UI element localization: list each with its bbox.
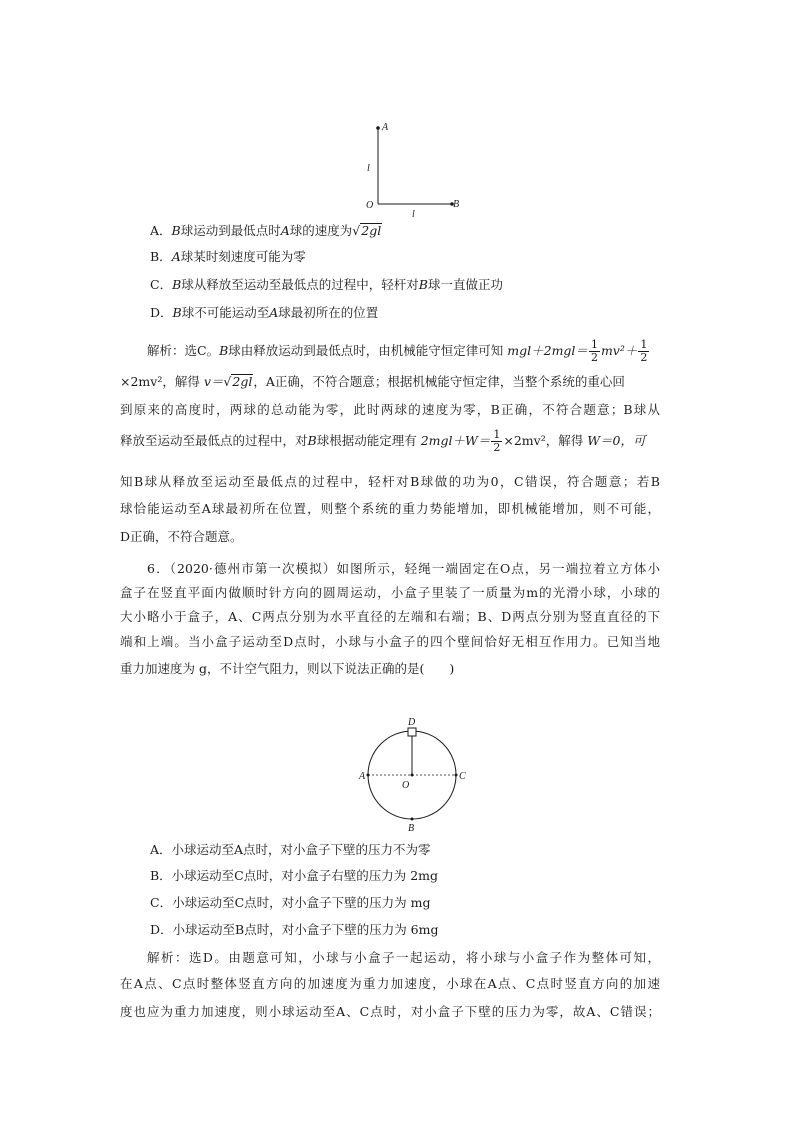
rod-figure bbox=[360, 118, 470, 218]
fraction: $\frac{1}{2}$ bbox=[493, 428, 501, 454]
label-b: B bbox=[408, 823, 415, 834]
point-a bbox=[367, 774, 370, 777]
q6-option-a: A．小球运动至A点时，对小盒子下壁的压力不为零 bbox=[150, 842, 431, 857]
q5-analysis-line-3: 到原来的高度时，两球的总动能为零，此时两球的速度为零，B正确，不符合题意；B球从 bbox=[120, 402, 660, 417]
q6-option-b: B．小球运动至C点时，对小盒子右壁的压力为 2mg bbox=[150, 868, 439, 883]
fraction: $\frac{1}{2}$ bbox=[640, 338, 648, 364]
q5-analysis-line-6: 球恰能运动至A球最初所在位置，则整个系统的重力势能增加，即机械能增加，则不可能， bbox=[120, 501, 660, 516]
q5-analysis-line-5: 知B球从释放至运动至最低点的过程中，轻杆对B球做的功为0，C错误，符合题意；若B bbox=[120, 474, 660, 489]
sqrt-sign: √ bbox=[352, 223, 361, 238]
label-a: A bbox=[359, 771, 366, 782]
point-c bbox=[455, 774, 458, 777]
label-d: D bbox=[408, 717, 416, 728]
q6-option-d: D．小球运动至B点时，对小盒子下壁的压力为 6mg bbox=[150, 922, 439, 937]
q6-stem-line-4: 端和上端。当小盒子运动至D点时，小球与小盒子的四个壁间恰好无相互作用力。已知当地 bbox=[120, 634, 660, 649]
q6-stem-line-2: 盒子在竖直平面内做顺时针方向的圆周运动，小盒子里装了一质量为m的光滑小球，小球的 bbox=[120, 585, 660, 600]
circle-figure bbox=[350, 712, 475, 837]
label-a: A bbox=[382, 122, 389, 133]
label-o: O bbox=[366, 200, 374, 211]
label-l-horizontal: l bbox=[412, 209, 415, 218]
label-o: O bbox=[402, 780, 410, 791]
label-l-vertical: l bbox=[367, 163, 370, 174]
q5-option-a: A．B球运动到最低点时A球的速度为√2gl bbox=[150, 223, 382, 238]
q6-analysis-line-3: 度也应为重力加速度，则小球运动至A、C点时，对小盒子下壁的压力为零，故A、C错误； bbox=[120, 1004, 660, 1019]
label-c: C bbox=[459, 771, 466, 782]
q6-analysis-line-2: 在A点、C点时整体竖直方向的加速度为重力加速度，小球在A点、C点时竖直方向的加速 bbox=[120, 976, 660, 991]
q5-option-c: C．B球从释放至运动至最低点的过程中，轻杆对B球一直做正功 bbox=[150, 277, 503, 292]
small-box bbox=[408, 728, 416, 736]
fraction: $\frac{1}{2}$ bbox=[590, 338, 598, 364]
center-point bbox=[411, 774, 414, 777]
ball-a bbox=[376, 126, 380, 130]
q6-analysis-line-1: 解析：选D。由题意可知，小球与小盒子一起运动，将小球与小盒子作为整体可知， bbox=[147, 950, 660, 965]
q6-option-c: C．小球运动至C点时，对小盒子下壁的压力为 mg bbox=[150, 895, 431, 910]
q5-option-d: D．B球不可能运动至A球最初所在的位置 bbox=[150, 305, 379, 320]
circle-diagram bbox=[350, 712, 475, 837]
rod-diagram bbox=[360, 118, 470, 218]
sqrt-sign: √ bbox=[223, 374, 232, 389]
q5-analysis-line-1: 解析：选C。B球由释放运动到最低点时，由机械能守恒定律可知 mgl＋2mgl＝ $\frac{1}{2}$ mv²＋ $\frac{1}{2}$ bbox=[147, 338, 648, 364]
label-b: B bbox=[453, 199, 460, 210]
q5-analysis-line-2: ×2mv²，解得 v＝√2gl，A正确，不符合题意；根据机械能守恒定律，当整个系统的重心回 bbox=[120, 374, 625, 389]
q5-option-b: B．A球某时刻速度可能为零 bbox=[150, 249, 306, 264]
q5-analysis-line-4: 释放至运动至最低点的过程中，对B球根据动能定理有 2mgl＋W＝ $\frac{1}{2}$ ×2mv²，解得 W＝0，可 bbox=[120, 428, 646, 454]
q6-stem-line-5: 重力加速度为 g，不计空气阻力，则以下说法正确的是( ) bbox=[120, 661, 455, 676]
q5-analysis-line-7: D正确，不符合题意。 bbox=[120, 529, 243, 544]
q6-stem-line-1: 6．（2020·德州市第一次模拟）如图所示，轻绳一端固定在O点，另一端拉着立方体小 bbox=[147, 561, 660, 576]
q6-stem-line-3: 大小略小于盒子，A、C两点分别为水平直径的左端和右端；B、D两点分别为竖直直径的下 bbox=[120, 609, 660, 624]
point-b bbox=[411, 818, 414, 821]
